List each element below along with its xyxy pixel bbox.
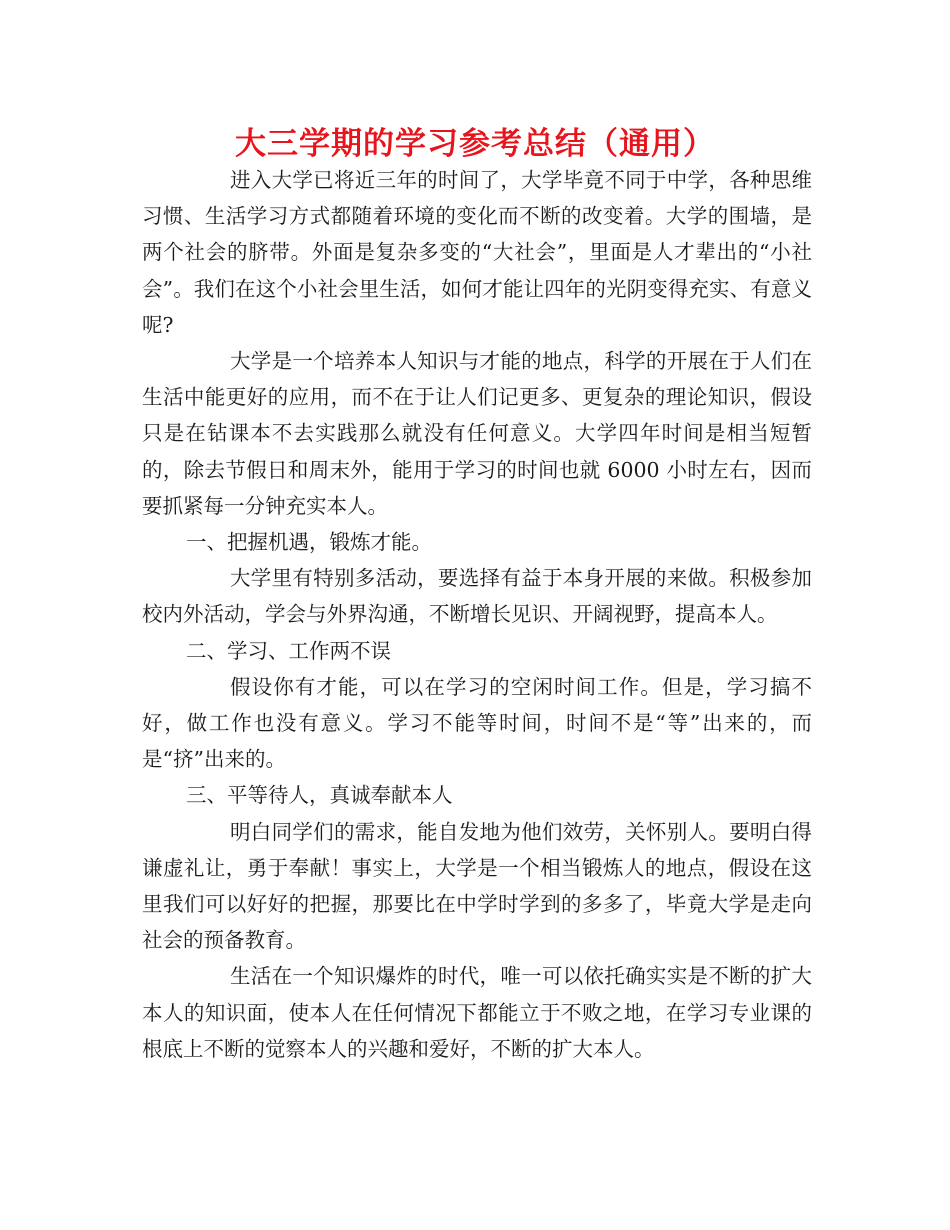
paragraph-knowledge: 生活在一个知识爆炸的时代，唯一可以依托确实实是不断的扩大本人的知识面，使本人在任何情况下都能立于不败之地，在学习专业课的根底上不断的觉察本人的兴趣和爱好，不断的扩大本人。 xyxy=(142,964,812,1061)
section-heading-1: 一、把握机遇，锻炼才能。 xyxy=(186,530,432,555)
paragraph-activities: 大学里有特别多活动，要选择有益于本身开展的来做。积极参加校内外活动，学会与外界沟通，不断增长见识、开阔视野，提高本人。 xyxy=(142,566,812,627)
document-title: 大三学期的学习参考总结（通用） xyxy=(235,126,715,162)
section-heading-2: 二、学习、工作两不误 xyxy=(186,638,391,663)
section-heading-3: 三、平等待人，真诚奉献本人 xyxy=(186,783,453,808)
paragraph-university-learning: 大学是一个培养本人知识与才能的地点，科学的开展在于人们在生活中能更好的应用，而不在于让人们记更多、更复杂的理论知识，假设只是在钻课本不去实践那么就没有任何意义。大学四年时间是相当短暂的，除去节假日和周末外，能用于学习的时间也就 6000 小时左右，因而要抓紧每一分钟充实本人。 xyxy=(142,349,812,518)
document-body xyxy=(142,162,812,1067)
paragraph-intro: 进入大学已将近三年的时间了，大学毕竟不同于中学，各种思维习惯、生活学习方式都随着环境的变化而不断的改变着。大学的围墙，是两个社会的脐带。外面是复杂多变的“大社会”，里面是人才辈出的“小社会”。我们在这个小社会里生活，如何才能让四年的光阴变得充实、有意义呢? xyxy=(142,168,812,337)
paragraph-study-work: 假设你有才能，可以在学习的空闲时间工作。但是，学习搞不好，做工作也没有意义。学习不能等时间，时间不是“等”出来的，而是“挤”出来的。 xyxy=(142,674,812,772)
paragraph-treat-others: 明白同学们的需求，能自发地为他们效劳，关怀别人。要明白得谦虚礼让，勇于奉献！事实上，大学是一个相当锻炼人的地点，假设在这里我们可以好好的把握，那要比在中学时学到的多多了，毕竟大学是走向社会的预备教育。 xyxy=(142,819,812,953)
